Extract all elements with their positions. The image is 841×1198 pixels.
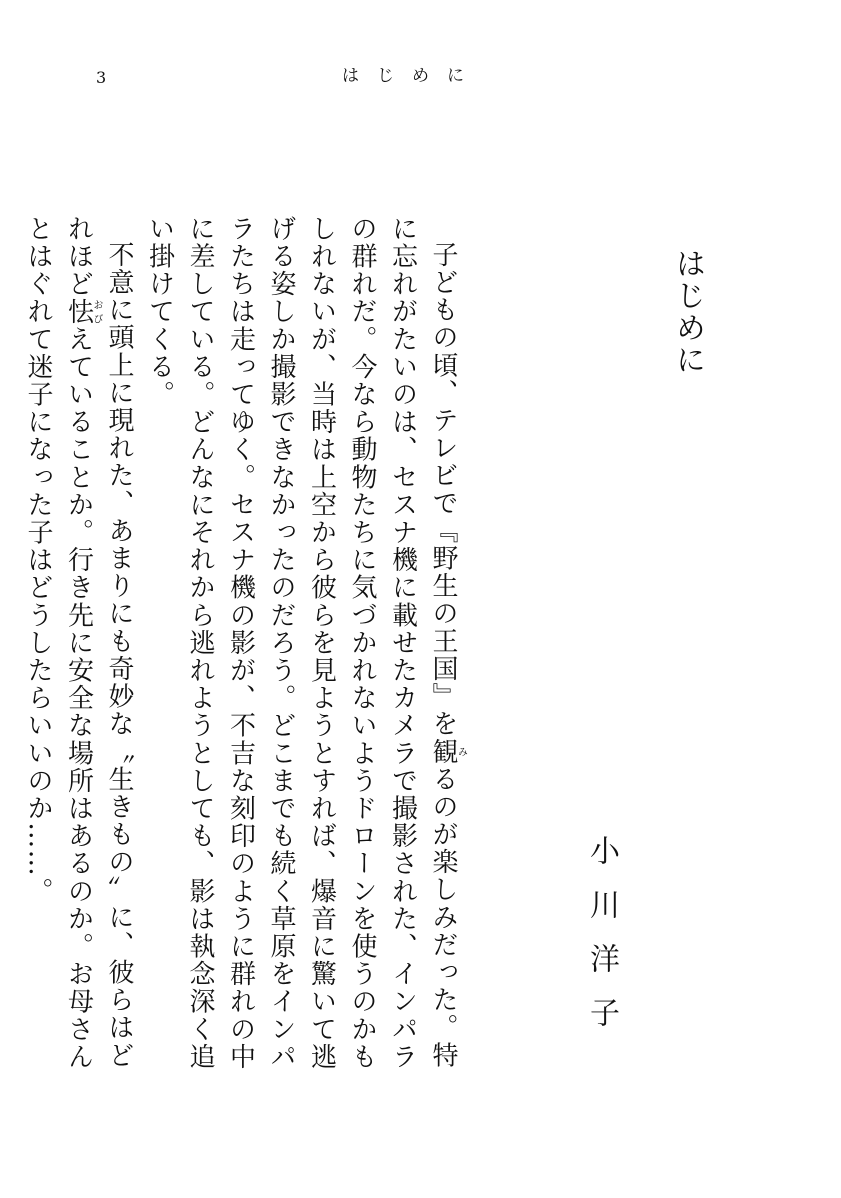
chapter-title: はじめに	[670, 248, 705, 376]
ruby-annotation-2	[63, 297, 102, 326]
running-head: はじめに	[342, 66, 482, 86]
ruby-base-2: 怯	[63, 297, 94, 326]
paragraph-2-rest: えていることか。行き先に安全な場所はあるのか。お母さんとはぐれて迷子になった子はどうしたらいいのか……。	[23, 215, 94, 1071]
ruby-reading-2: おび	[91, 297, 102, 326]
ruby-reading: み	[455, 737, 467, 766]
paragraph-1-rest: るのが楽しみだった。特に忘れがたいのは、セスナ機に載せたカメラで撮影された、インパラの群れだ。今なら動物たちに気づかれないようドローンを使うのかもしれないが、当時は上空から彼らを見ようとすれば、爆音に驚いて逃げる姿しか撮影できなかったのだろう。どこまでも続く草原をインパラたちは走ってゆく。セスナ機の影が、不吉な刻印のように群れの中に差している。どんなにそれから逃れようとしても、影は執念深く追い掛けてくる。	[144, 215, 458, 1071]
ruby-annotation	[428, 737, 467, 766]
author-name: 小川洋子	[584, 835, 619, 1051]
paragraph-1	[139, 215, 466, 1075]
page-number: 3	[96, 68, 107, 87]
paragraph-2	[18, 215, 140, 1075]
body-text	[23, 215, 467, 1075]
ruby-base: 観	[428, 737, 458, 766]
paragraph-1-start: 子どもの頃、テレビで『野生の王国』を	[428, 241, 458, 738]
paragraph-2-start: 不意に頭上に現れた、あまりにも奇妙な〝生きもの〟に、彼らはどれほど	[63, 215, 134, 1069]
